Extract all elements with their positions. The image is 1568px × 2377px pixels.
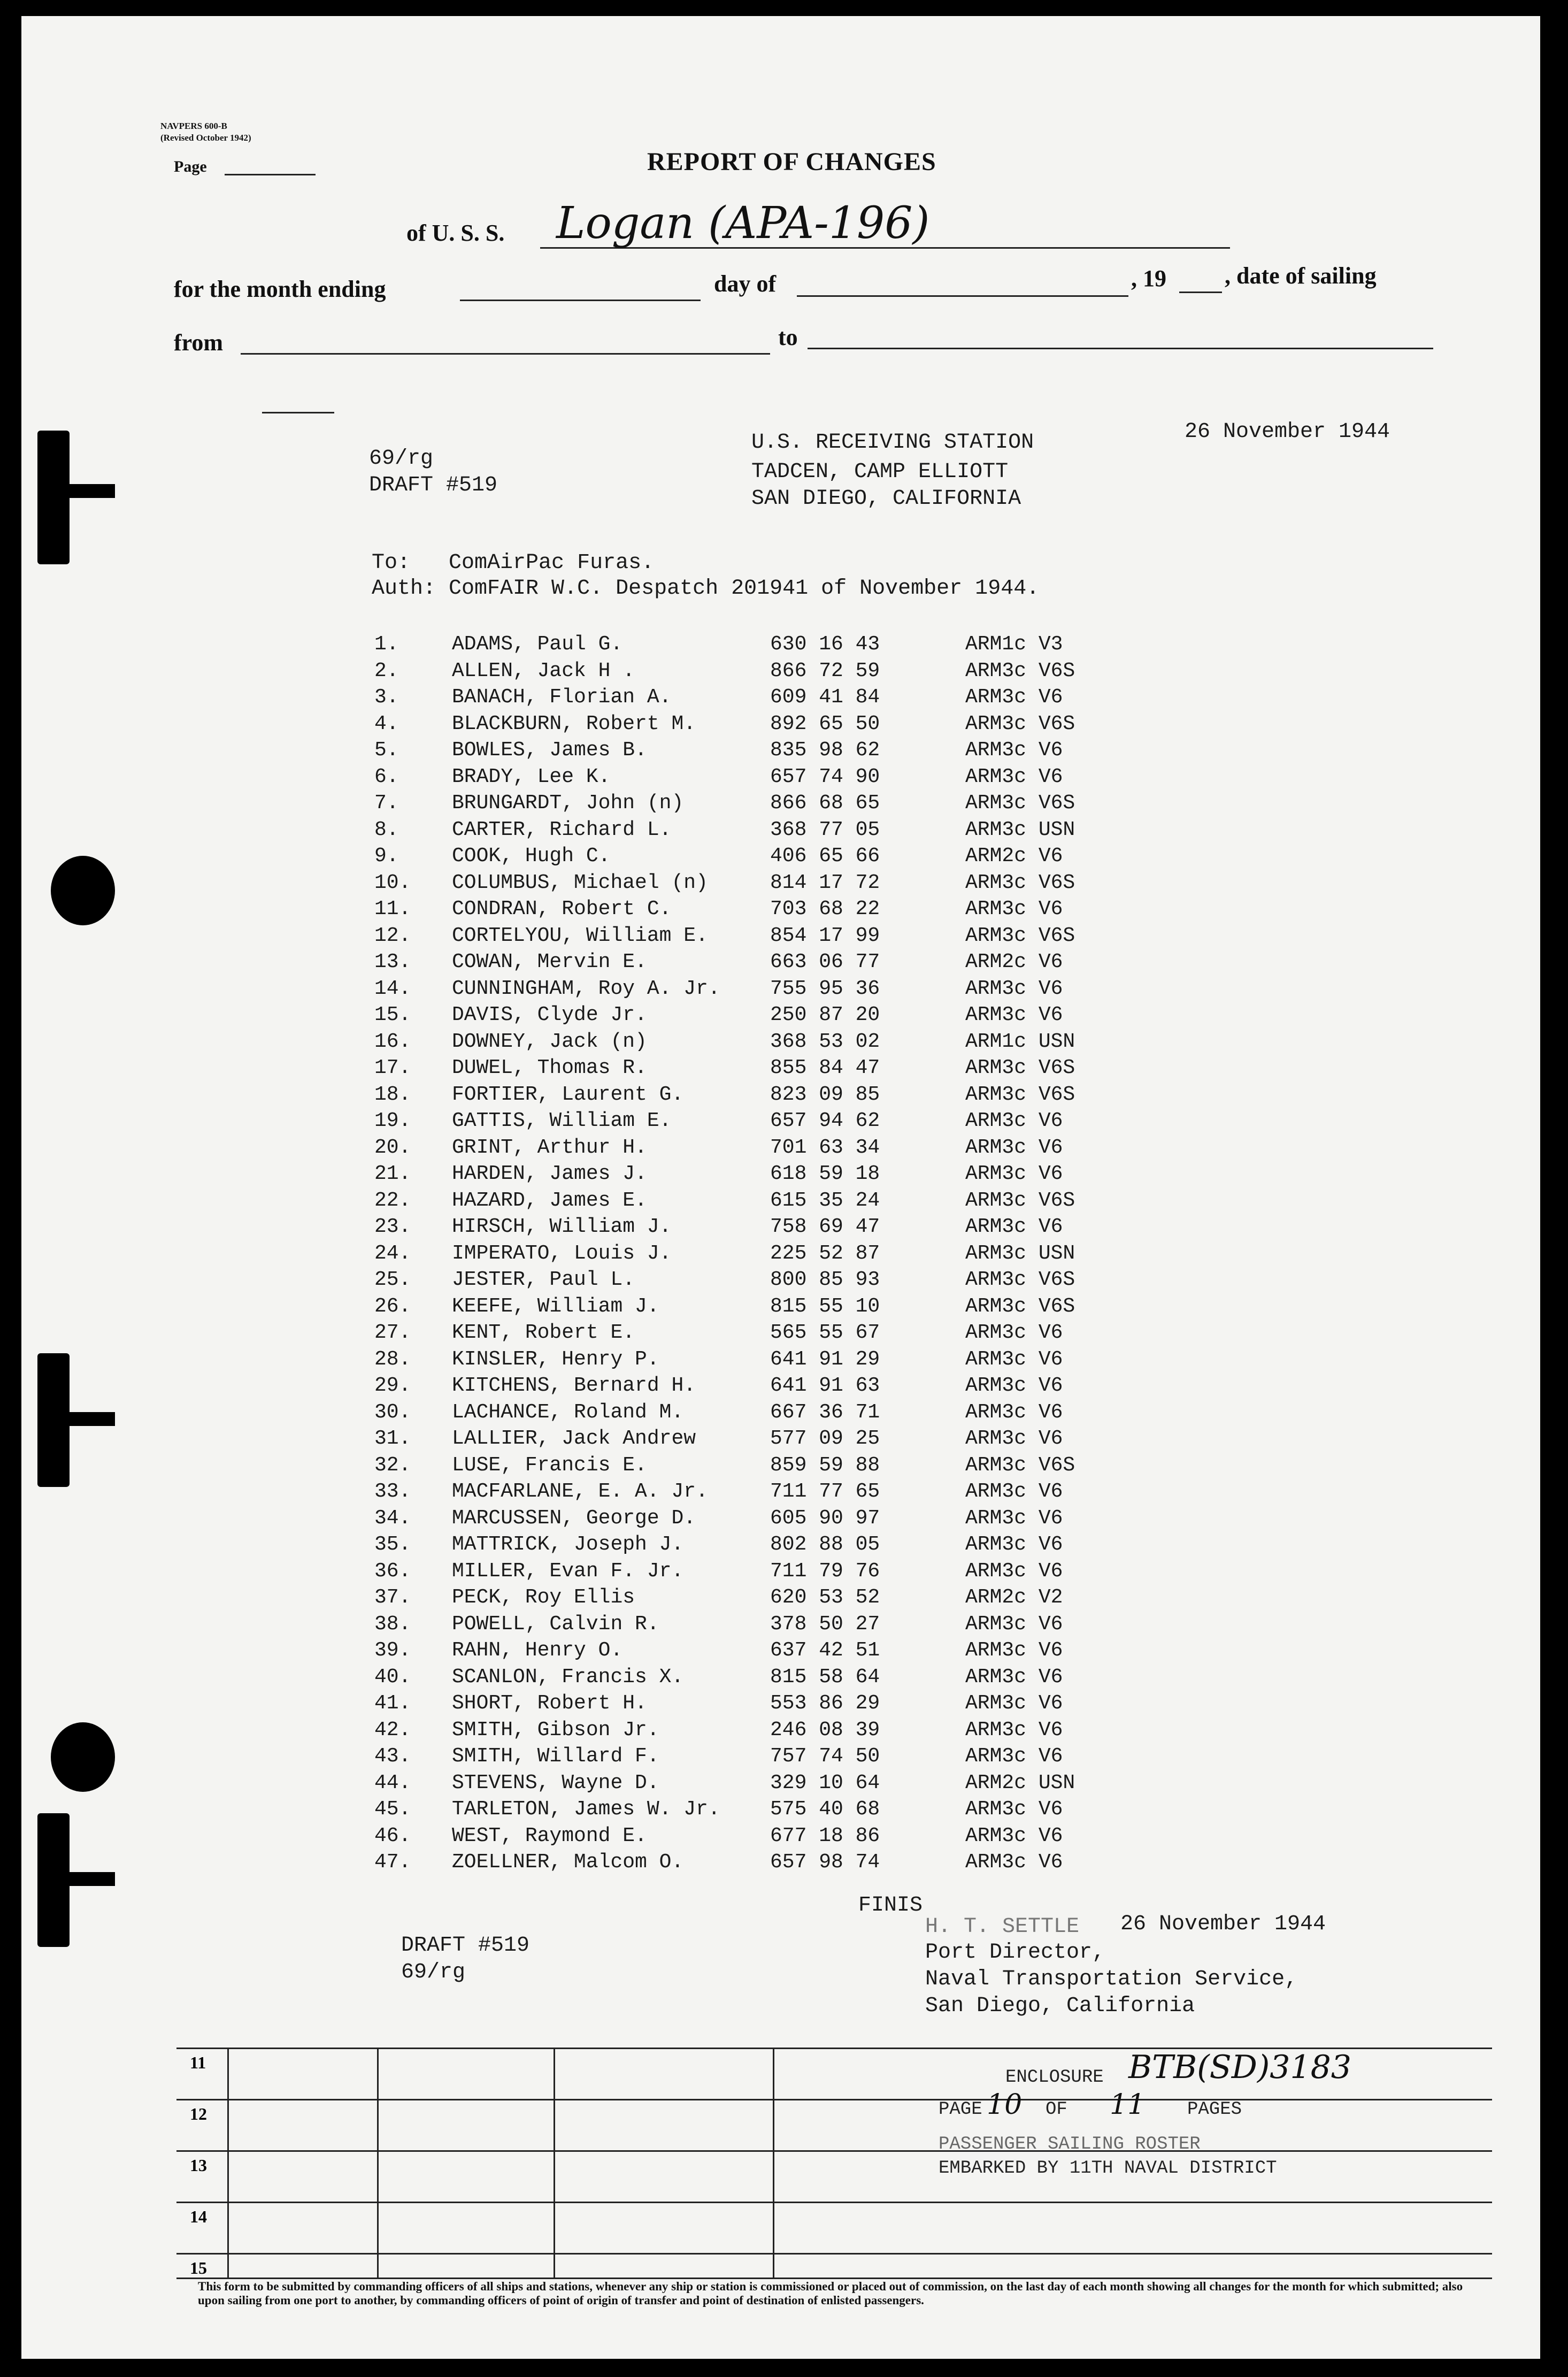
roster-service-number: 618 59 18 — [770, 1162, 880, 1185]
finis-mark: FINIS — [858, 1893, 923, 1918]
binder-arm — [64, 1412, 115, 1426]
roster-name: TARLETON, James W. Jr. — [452, 1798, 720, 1821]
grid-row-number: 12 — [190, 2104, 207, 2123]
roster-service-number: 368 53 02 — [770, 1030, 880, 1053]
roster-number: 35. — [374, 1533, 411, 1556]
roster-number: 23. — [374, 1215, 411, 1238]
roster-service-number: 368 77 05 — [770, 818, 880, 841]
roster-rate: ARM3c V6 — [965, 1347, 1063, 1371]
roster-service-number: 815 58 64 — [770, 1665, 880, 1689]
roster-rate: ARM3c V6 — [965, 1480, 1063, 1503]
roster-name: SMITH, Gibson Jr. — [452, 1718, 659, 1742]
roster-rate: ARM3c V6 — [965, 898, 1063, 921]
roster-name: GATTIS, William E. — [452, 1109, 672, 1132]
roster-name: ALLEN, Jack H . — [452, 659, 635, 683]
roster-number: 7. — [374, 792, 399, 815]
roster-rate: ARM2c V2 — [965, 1586, 1063, 1609]
roster-service-number: 630 16 43 — [770, 633, 880, 656]
roster-service-number: 641 91 63 — [770, 1374, 880, 1397]
roster-rate: ARM3c V6 — [965, 1321, 1063, 1344]
roster-service-number: 823 09 85 — [770, 1083, 880, 1106]
roster-name: SHORT, Robert H. — [452, 1692, 647, 1715]
roster-name: COOK, Hugh C. — [452, 845, 611, 868]
roster-name: JESTER, Paul L. — [452, 1268, 635, 1291]
roster-service-number: 663 06 77 — [770, 950, 880, 973]
roster-name: HAZARD, James E. — [452, 1188, 647, 1212]
sign-date: 26 November 1944 — [1120, 1912, 1326, 1936]
roster-name: CONDRAN, Robert C. — [452, 898, 672, 921]
roster-number: 41. — [374, 1692, 411, 1715]
roster-rate: ARM3c V6 — [965, 1798, 1063, 1821]
roster-rate: ARM3c V6 — [965, 1109, 1063, 1132]
roster-service-number: 329 10 64 — [770, 1771, 880, 1795]
roster-rate: ARM3c V6 — [965, 1427, 1063, 1450]
roster-number: 32. — [374, 1453, 411, 1477]
roster-number: 2. — [374, 659, 399, 683]
roster-rate: ARM3c V6 — [965, 1851, 1063, 1874]
roster-number: 16. — [374, 1030, 411, 1053]
grid-line — [176, 2150, 1492, 2152]
grid-row-number: 15 — [190, 2258, 207, 2278]
roster-number: 26. — [374, 1294, 411, 1318]
ref-code: 69/rg — [369, 447, 434, 471]
roster-name: RAHN, Henry O. — [452, 1639, 623, 1662]
grid-line — [176, 2278, 1492, 2279]
form-number-text: NAVPERS 600-B — [160, 121, 227, 131]
roster-number: 10. — [374, 871, 411, 894]
roster-rate: ARM3c V6 — [965, 1533, 1063, 1556]
page-label: Page — [174, 158, 207, 175]
roster-number: 1. — [374, 633, 399, 656]
header-date: 26 November 1944 — [1185, 420, 1390, 444]
roster-name: MATTRICK, Joseph J. — [452, 1533, 684, 1556]
stamp-page-label: PAGE — [939, 2099, 982, 2120]
roster-number: 4. — [374, 712, 399, 735]
roster-service-number: 835 98 62 — [770, 739, 880, 762]
roster-service-number: 677 18 86 — [770, 1824, 880, 1847]
stamp-page-number: 10 — [987, 2089, 1023, 2121]
roster-name: MARCUSSEN, George D. — [452, 1506, 696, 1530]
roster-service-number: 641 91 29 — [770, 1347, 880, 1371]
roster-rate: ARM3c V6S — [965, 659, 1075, 683]
roster-name: BANACH, Florian A. — [452, 686, 672, 709]
stamp-page-total: 11 — [1110, 2089, 1146, 2121]
roster-name: KINSLER, Henry P. — [452, 1347, 659, 1371]
roster-name: BOWLES, James B. — [452, 739, 647, 762]
roster-name: SCANLON, Francis X. — [452, 1665, 684, 1689]
roster-service-number: 246 08 39 — [770, 1718, 880, 1742]
roster-service-number: 605 90 97 — [770, 1506, 880, 1530]
roster-number: 22. — [374, 1188, 411, 1212]
grid-column-line — [227, 2048, 229, 2279]
roster-service-number: 757 74 50 — [770, 1745, 880, 1768]
roster-number: 45. — [374, 1798, 411, 1821]
roster-rate: ARM3c V6S — [965, 1453, 1075, 1477]
roster-rate: ARM3c V6S — [965, 712, 1075, 735]
roster-service-number: 866 68 65 — [770, 792, 880, 815]
roster-number: 8. — [374, 818, 399, 841]
roster-number: 17. — [374, 1056, 411, 1079]
to-addressee: To: ComAirPac Furas. — [372, 551, 655, 575]
roster-name: POWELL, Calvin R. — [452, 1612, 659, 1636]
roster-number: 9. — [374, 845, 399, 868]
roster-service-number: 637 42 51 — [770, 1639, 880, 1662]
year-label: , 19 — [1131, 265, 1166, 292]
roster-name: COLUMBUS, Michael (n) — [452, 871, 708, 894]
roster-name: CORTELYOU, William E. — [452, 924, 708, 947]
roster-name: KENT, Robert E. — [452, 1321, 635, 1344]
roster-rate: ARM3c V6 — [965, 1559, 1063, 1583]
stamp-pages-label: PAGES — [1187, 2099, 1242, 2120]
roster-number: 28. — [374, 1347, 411, 1371]
roster-name: COWAN, Mervin E. — [452, 950, 647, 973]
roster-number: 24. — [374, 1241, 411, 1265]
roster-number: 14. — [374, 977, 411, 1000]
document-page — [21, 16, 1540, 2359]
roster-name: HIRSCH, William J. — [452, 1215, 672, 1238]
roster-name: DAVIS, Clyde Jr. — [452, 1003, 647, 1026]
roster-name: FORTIER, Laurent G. — [452, 1083, 684, 1106]
roster-rate: ARM3c V6 — [965, 1665, 1063, 1689]
roster-rate: ARM3c V6 — [965, 1003, 1063, 1026]
roster-name: IMPERATO, Louis J. — [452, 1241, 672, 1265]
roster-service-number: 711 77 65 — [770, 1480, 880, 1503]
roster-service-number: 859 59 88 — [770, 1453, 880, 1477]
grid-row-number: 13 — [190, 2156, 207, 2175]
roster-rate: ARM3c V6 — [965, 1374, 1063, 1397]
roster-name: DOWNEY, Jack (n) — [452, 1030, 647, 1053]
roster-rate: ARM3c V6 — [965, 1824, 1063, 1847]
roster-rate: ARM3c V6 — [965, 1400, 1063, 1424]
roster-rate: ARM3c V6 — [965, 1215, 1063, 1238]
roster-service-number: 854 17 99 — [770, 924, 880, 947]
roster-name: STEVENS, Wayne D. — [452, 1771, 659, 1795]
grid-line — [176, 2202, 1492, 2203]
roster-service-number: 620 53 52 — [770, 1586, 880, 1609]
ship-name-handwritten: Logan (APA-196) — [556, 198, 930, 249]
year-line — [1179, 292, 1222, 293]
roster-rate: ARM2c USN — [965, 1771, 1075, 1795]
roster-number: 46. — [374, 1824, 411, 1847]
roster-name: CARTER, Richard L. — [452, 818, 672, 841]
roster-service-number: 250 87 20 — [770, 1003, 880, 1026]
roster-number: 30. — [374, 1400, 411, 1424]
draft-number: DRAFT #519 — [369, 473, 498, 497]
signer-title-2: Naval Transportation Service, — [925, 1967, 1298, 1991]
roster-service-number: 815 55 10 — [770, 1294, 880, 1318]
roster-service-number: 701 63 34 — [770, 1136, 880, 1159]
roster-number: 43. — [374, 1745, 411, 1768]
grid-column-line — [377, 2048, 379, 2279]
to-label: to — [778, 324, 798, 350]
page-line — [225, 174, 316, 175]
roster-service-number: 755 95 36 — [770, 977, 880, 1000]
roster-rate: ARM2c V6 — [965, 950, 1063, 973]
to-line — [808, 348, 1433, 349]
roster-number: 29. — [374, 1374, 411, 1397]
roster-rate: ARM1c USN — [965, 1030, 1075, 1053]
roster-name: HARDEN, James J. — [452, 1162, 647, 1185]
roster-name: ADAMS, Paul G. — [452, 633, 623, 656]
from-line — [241, 353, 770, 355]
closing-ref: 69/rg — [401, 1960, 466, 1984]
date-of-sailing-label: , date of sailing — [1225, 263, 1377, 289]
roster-service-number: 814 17 72 — [770, 871, 880, 894]
roster-rate: ARM3c V6 — [965, 1745, 1063, 1768]
grid-row-number: 11 — [190, 2053, 206, 2072]
binder-arm — [64, 1872, 115, 1886]
roster-rate: ARM3c V6S — [965, 1083, 1075, 1106]
roster-number: 42. — [374, 1718, 411, 1742]
form-footnote: This form to be submitted by commanding officers of all ships and stations, whenever any ship or station is commissioned or placed out of commission, on the last day of each month showing all changes for the month for which submitted; also upon sailing from one port to another, by commanding officers of point of origin of transfer and point of destination of enlisted passengers. — [198, 2280, 1463, 2307]
roster-name: DUWEL, Thomas R. — [452, 1056, 647, 1079]
roster-name: BLACKBURN, Robert M. — [452, 712, 696, 735]
roster-number: 15. — [374, 1003, 411, 1026]
punch-hole — [51, 856, 115, 925]
roster-rate: ARM3c V6 — [965, 1506, 1063, 1530]
roster-name: LACHANCE, Roland M. — [452, 1400, 684, 1424]
roster-number: 37. — [374, 1586, 411, 1609]
grid-line — [176, 2099, 1492, 2100]
roster-rate: ARM2c V6 — [965, 845, 1063, 868]
punch-hole — [51, 1722, 115, 1792]
enclosure-label: ENCLOSURE — [1005, 2067, 1104, 2088]
roster-rate: ARM3c V6 — [965, 1639, 1063, 1662]
roster-service-number: 711 79 76 — [770, 1559, 880, 1583]
roster-rate: ARM3c USN — [965, 818, 1075, 841]
day-of-line — [797, 295, 1128, 297]
roster-service-number: 657 74 90 — [770, 765, 880, 788]
roster-name: ZOELLNER, Malcom O. — [452, 1851, 684, 1874]
roster-service-number: 758 69 47 — [770, 1215, 880, 1238]
grid-line — [176, 2253, 1492, 2255]
binder-arm — [64, 484, 115, 498]
roster-number: 6. — [374, 765, 399, 788]
roster-rate: ARM3c V6 — [965, 1612, 1063, 1636]
roster-rate: ARM3c V6 — [965, 1718, 1063, 1742]
roster-number: 21. — [374, 1162, 411, 1185]
roster-number: 25. — [374, 1268, 411, 1291]
signer-title-3: San Diego, California — [925, 1994, 1195, 2018]
roster-service-number: 575 40 68 — [770, 1798, 880, 1821]
grid-column-line — [554, 2048, 555, 2279]
grid-row-number: 14 — [190, 2207, 207, 2226]
roster-service-number: 892 65 50 — [770, 712, 880, 735]
roster-rate: ARM3c V6S — [965, 792, 1075, 815]
roster-number: 19. — [374, 1109, 411, 1132]
roster-rate: ARM3c V6 — [965, 686, 1063, 709]
stamp-of-label: OF — [1046, 2099, 1067, 2120]
roster-name: MACFARLANE, E. A. Jr. — [452, 1480, 708, 1503]
roster-rate: ARM3c V6 — [965, 739, 1063, 762]
roster-rate: ARM3c V6S — [965, 1188, 1075, 1212]
month-ending-line — [460, 300, 701, 301]
roster-number: 47. — [374, 1851, 411, 1874]
roster-rate: ARM3c V6S — [965, 924, 1075, 947]
roster-rate: ARM1c V3 — [965, 633, 1063, 656]
roster-rate: ARM3c USN — [965, 1241, 1075, 1265]
roster-name: KEEFE, William J. — [452, 1294, 659, 1318]
roster-service-number: 615 35 24 — [770, 1188, 880, 1212]
roster-rate: ARM3c V6 — [965, 1162, 1063, 1185]
roster-number: 5. — [374, 739, 399, 762]
closing-draft: DRAFT #519 — [401, 1934, 530, 1958]
roster-service-number: 406 65 66 — [770, 845, 880, 868]
roster-number: 39. — [374, 1639, 411, 1662]
station-line-3: SAN DIEGO, CALIFORNIA — [751, 487, 1021, 511]
station-line-2: TADCEN, CAMP ELLIOTT — [751, 460, 1009, 484]
day-of-label: day of — [714, 271, 777, 297]
roster-name: BRADY, Lee K. — [452, 765, 611, 788]
roster-number: 18. — [374, 1083, 411, 1106]
roster-number: 40. — [374, 1665, 411, 1689]
signer-name: H. T. SETTLE — [925, 1915, 1080, 1939]
form-revised-text: (Revised October 1942) — [160, 133, 251, 143]
roster-name: LALLIER, Jack Andrew — [452, 1427, 696, 1450]
short-dash — [262, 412, 334, 413]
roster-service-number: 657 94 62 — [770, 1109, 880, 1132]
station-line-1: U.S. RECEIVING STATION — [751, 431, 1034, 455]
form-title: REPORT OF CHANGES — [647, 148, 936, 176]
roster-number: 31. — [374, 1427, 411, 1450]
stamp-district-line: EMBARKED BY 11TH NAVAL DISTRICT — [939, 2158, 1277, 2179]
roster-service-number: 703 68 22 — [770, 898, 880, 921]
roster-rate: ARM3c V6 — [965, 977, 1063, 1000]
roster-service-number: 866 72 59 — [770, 659, 880, 683]
form-number — [160, 120, 251, 144]
from-label: from — [174, 329, 224, 356]
roster-service-number: 609 41 84 — [770, 686, 880, 709]
roster-number: 20. — [374, 1136, 411, 1159]
roster-name: PECK, Roy Ellis — [452, 1586, 635, 1609]
roster-service-number: 667 36 71 — [770, 1400, 880, 1424]
roster-number: 36. — [374, 1559, 411, 1583]
stamp-roster-line: PASSENGER SAILING ROSTER — [939, 2134, 1201, 2154]
roster-name: BRUNGARDT, John (n) — [452, 792, 684, 815]
roster-number: 13. — [374, 950, 411, 973]
roster-service-number: 577 09 25 — [770, 1427, 880, 1450]
roster-name: MILLER, Evan F. Jr. — [452, 1559, 684, 1583]
grid-column-line — [773, 2048, 774, 2279]
authority-line: Auth: ComFAIR W.C. Despatch 201941 of November 1944. — [372, 577, 1040, 601]
of-uss-label: of U. S. S. — [406, 220, 505, 246]
roster-number: 12. — [374, 924, 411, 947]
signer-title-1: Port Director, — [925, 1941, 1105, 1965]
roster-name: WEST, Raymond E. — [452, 1824, 647, 1847]
roster-service-number: 378 50 27 — [770, 1612, 880, 1636]
roster-service-number: 855 84 47 — [770, 1056, 880, 1079]
roster-service-number: 802 88 05 — [770, 1533, 880, 1556]
roster-rate: ARM3c V6S — [965, 1294, 1075, 1318]
roster-service-number: 225 52 87 — [770, 1241, 880, 1265]
roster-name: LUSE, Francis E. — [452, 1453, 647, 1477]
roster-rate: ARM3c V6S — [965, 871, 1075, 894]
roster-number: 33. — [374, 1480, 411, 1503]
roster-rate: ARM3c V6S — [965, 1056, 1075, 1079]
roster-number: 11. — [374, 898, 411, 921]
roster-number: 34. — [374, 1506, 411, 1530]
roster-number: 38. — [374, 1612, 411, 1636]
enclosure-value: BTB(SD)3183 — [1128, 2049, 1351, 2086]
roster-rate: ARM3c V6 — [965, 1692, 1063, 1715]
roster-rate: ARM3c V6S — [965, 1268, 1075, 1291]
roster-name: KITCHENS, Bernard H. — [452, 1374, 696, 1397]
roster-service-number: 553 86 29 — [770, 1692, 880, 1715]
roster-service-number: 657 98 74 — [770, 1851, 880, 1874]
roster-rate: ARM3c V6 — [965, 765, 1063, 788]
roster-number: 3. — [374, 686, 399, 709]
roster-name: CUNNINGHAM, Roy A. Jr. — [452, 977, 720, 1000]
roster-name: SMITH, Willard F. — [452, 1745, 659, 1768]
roster-rate: ARM3c V6 — [965, 1136, 1063, 1159]
roster-name: GRINT, Arthur H. — [452, 1136, 647, 1159]
roster-service-number: 565 55 67 — [770, 1321, 880, 1344]
roster-number: 27. — [374, 1321, 411, 1344]
month-ending-label: for the month ending — [174, 276, 386, 302]
roster-number: 44. — [374, 1771, 411, 1795]
roster-service-number: 800 85 93 — [770, 1268, 880, 1291]
